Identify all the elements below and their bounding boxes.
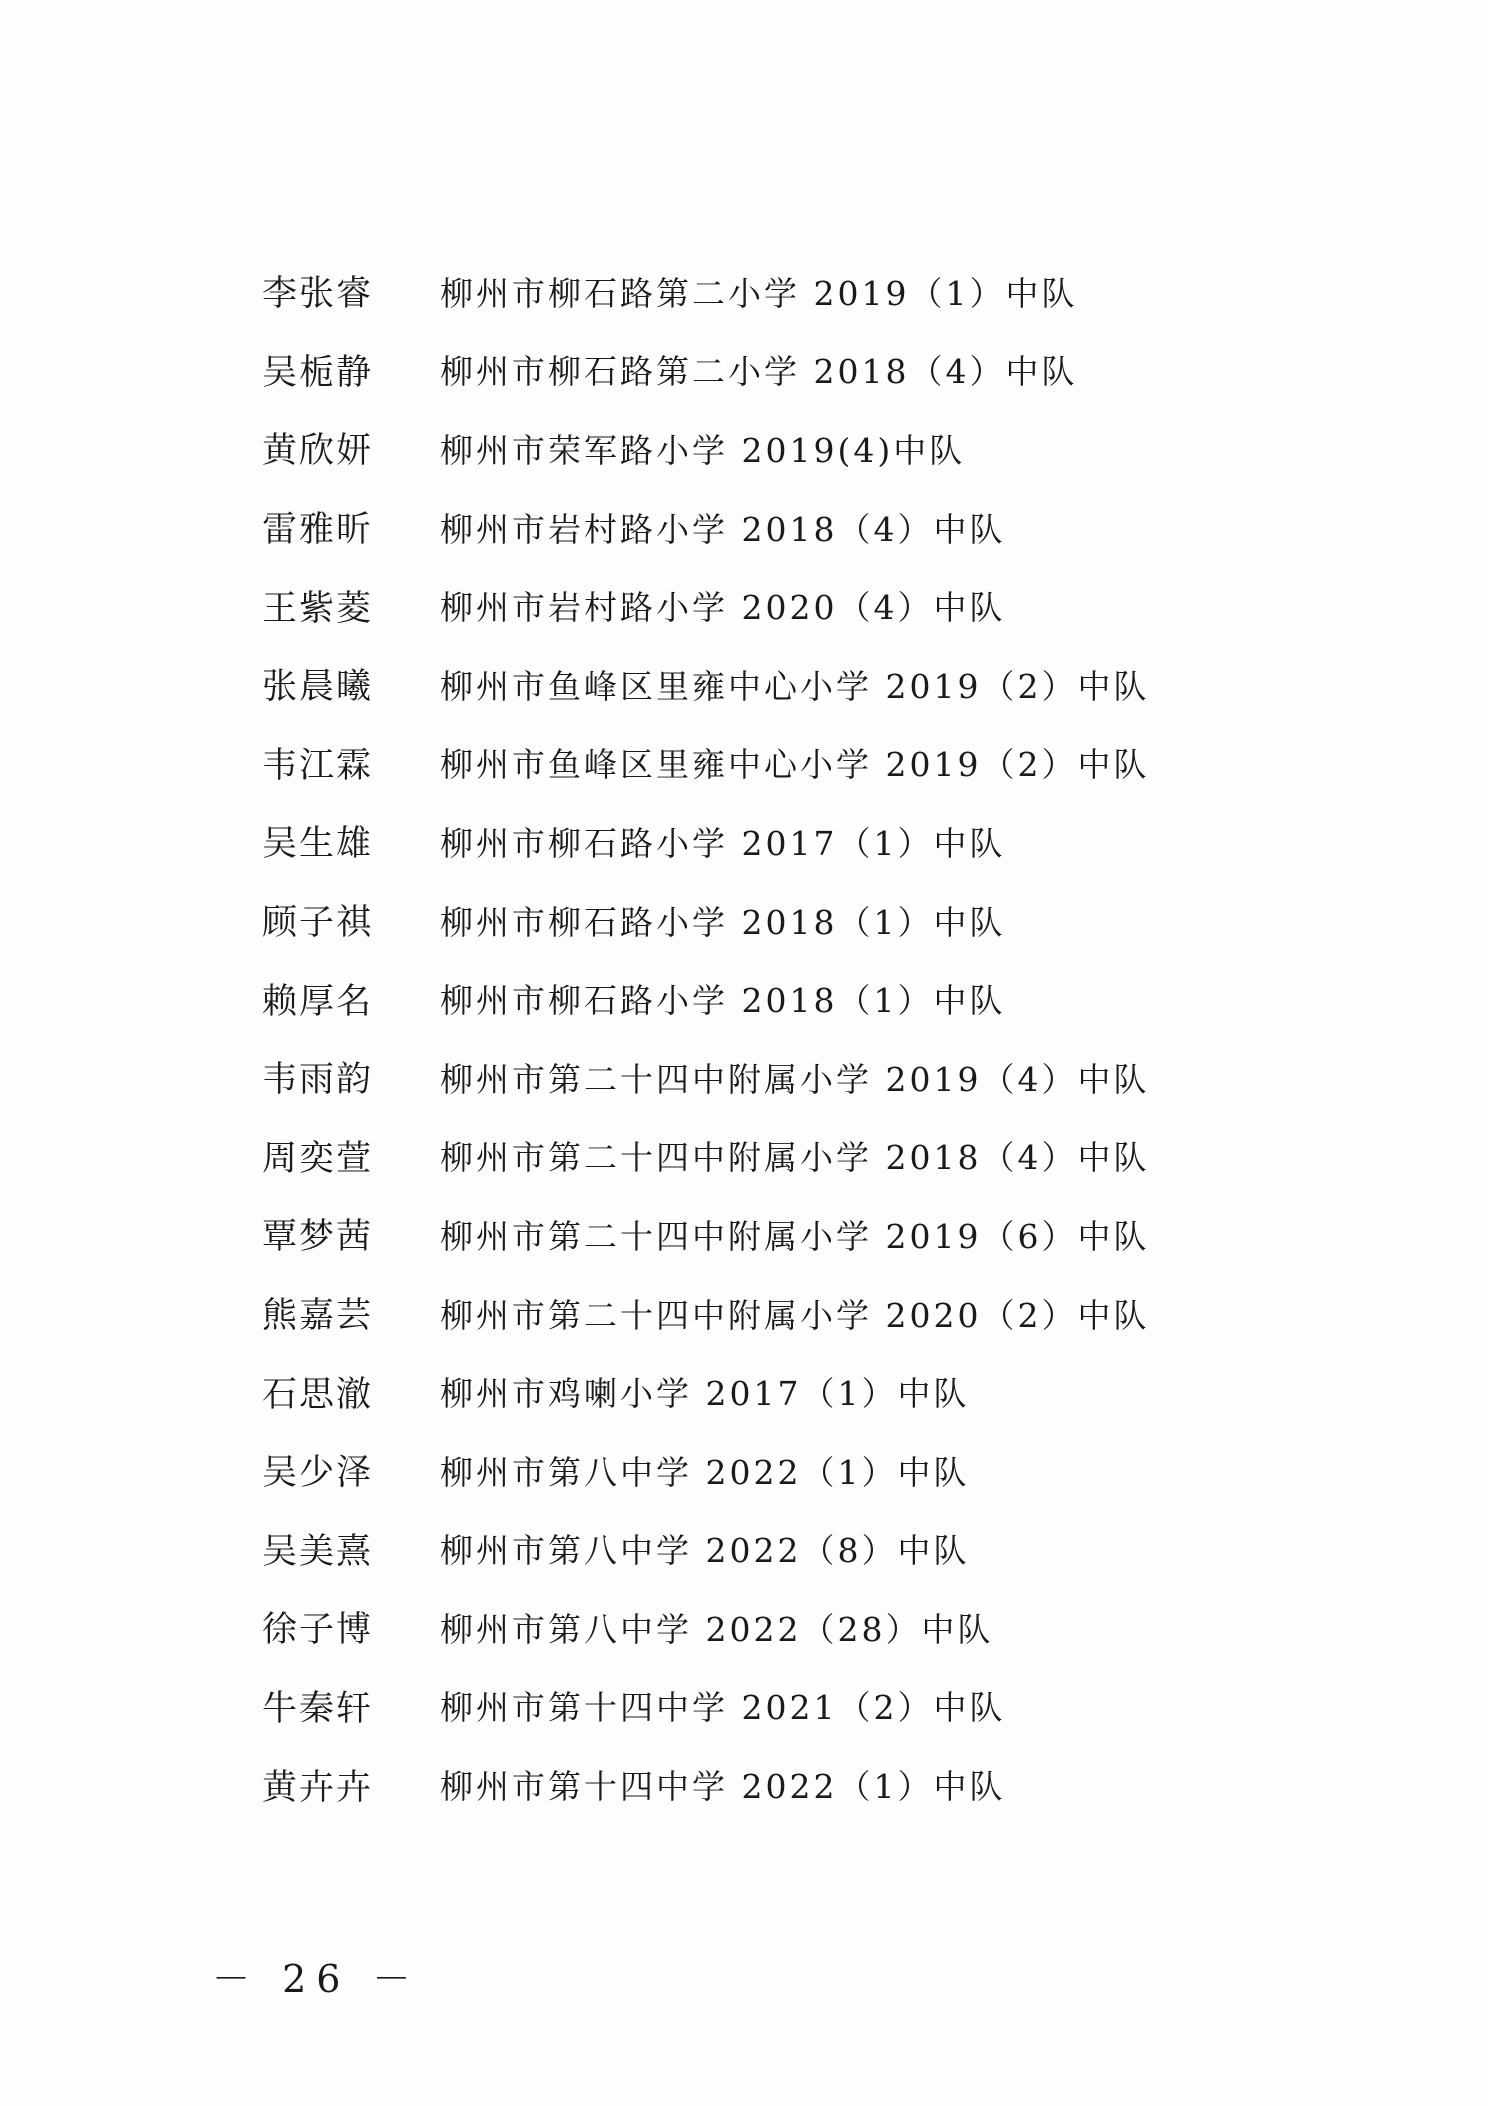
school-squad: 柳州市第十四中学 2022（1）中队	[440, 1767, 1006, 1807]
student-name: 雷雅昕	[262, 510, 374, 551]
list-item	[262, 1745, 1262, 1824]
list-item	[262, 1588, 1262, 1667]
list-item	[262, 1352, 1262, 1431]
list-item	[262, 881, 1262, 960]
school-squad: 柳州市第八中学 2022（8）中队	[440, 1531, 970, 1571]
student-name: 吴生雄	[262, 824, 374, 865]
list-item	[262, 1510, 1262, 1589]
school-squad: 柳州市第二十四中附属小学 2019（6）中队	[440, 1216, 1150, 1256]
school-squad: 柳州市第八中学 2022（28）中队	[440, 1609, 994, 1649]
school-squad: 柳州市第二十四中附属小学 2020（2）中队	[440, 1295, 1150, 1335]
list-item	[262, 409, 1262, 488]
page-number: － 26 －	[212, 1957, 421, 2001]
student-name: 熊嘉芸	[262, 1296, 374, 1337]
list-item	[262, 1117, 1262, 1196]
student-name: 王紫菱	[262, 588, 374, 629]
school-squad: 柳州市第十四中学 2021（2）中队	[440, 1688, 1006, 1728]
list-item	[262, 1274, 1262, 1353]
school-squad: 柳州市柳石路小学 2017（1）中队	[440, 823, 1006, 863]
student-name: 周奕萱	[262, 1138, 374, 1179]
list-item	[262, 959, 1262, 1038]
student-name: 顾子祺	[262, 903, 374, 944]
list-item	[262, 1195, 1262, 1274]
school-squad: 柳州市荣军路小学 2019(4)中队	[440, 430, 966, 470]
school-squad: 柳州市第八中学 2022（1）中队	[440, 1452, 970, 1492]
list-item	[262, 488, 1262, 567]
student-name: 徐子博	[262, 1610, 374, 1651]
student-name: 张晨曦	[262, 667, 374, 708]
school-squad: 柳州市鱼峰区里雍中心小学 2019（2）中队	[440, 745, 1150, 785]
student-name: 李张睿	[262, 274, 374, 315]
honoree-list	[262, 252, 1262, 1824]
student-name: 吴少泽	[262, 1453, 374, 1494]
school-squad: 柳州市第二十四中附属小学 2018（4）中队	[440, 1138, 1150, 1178]
student-name: 石思澈	[262, 1374, 374, 1415]
school-squad: 柳州市鱼峰区里雍中心小学 2019（2）中队	[440, 666, 1150, 706]
school-squad: 柳州市柳石路第二小学 2018（4）中队	[440, 352, 1078, 392]
list-item	[262, 331, 1262, 410]
list-item	[262, 645, 1262, 724]
school-squad: 柳州市鸡喇小学 2017（1）中队	[440, 1374, 970, 1414]
school-squad: 柳州市柳石路第二小学 2019（1）中队	[440, 273, 1078, 313]
student-name: 牛秦轩	[262, 1688, 374, 1729]
list-item	[262, 566, 1262, 645]
list-item	[262, 1038, 1262, 1117]
student-name: 黄欣妍	[262, 431, 374, 472]
student-name: 韦雨韵	[262, 1060, 374, 1101]
school-squad: 柳州市柳石路小学 2018（1）中队	[440, 981, 1006, 1021]
school-squad: 柳州市岩村路小学 2020（4）中队	[440, 588, 1006, 628]
student-name: 韦江霖	[262, 745, 374, 786]
student-name: 吴美熹	[262, 1531, 374, 1572]
student-name: 覃梦茜	[262, 1217, 374, 1258]
list-item	[262, 724, 1262, 803]
list-item	[262, 1667, 1262, 1746]
student-name: 赖厚名	[262, 981, 374, 1022]
list-item	[262, 802, 1262, 881]
student-name: 吴栀静	[262, 352, 374, 393]
school-squad: 柳州市岩村路小学 2018（4）中队	[440, 509, 1006, 549]
student-name: 黄卉卉	[262, 1767, 374, 1808]
list-item	[262, 252, 1262, 331]
list-item	[262, 1431, 1262, 1510]
school-squad: 柳州市第二十四中附属小学 2019（4）中队	[440, 1059, 1150, 1099]
school-squad: 柳州市柳石路小学 2018（1）中队	[440, 902, 1006, 942]
